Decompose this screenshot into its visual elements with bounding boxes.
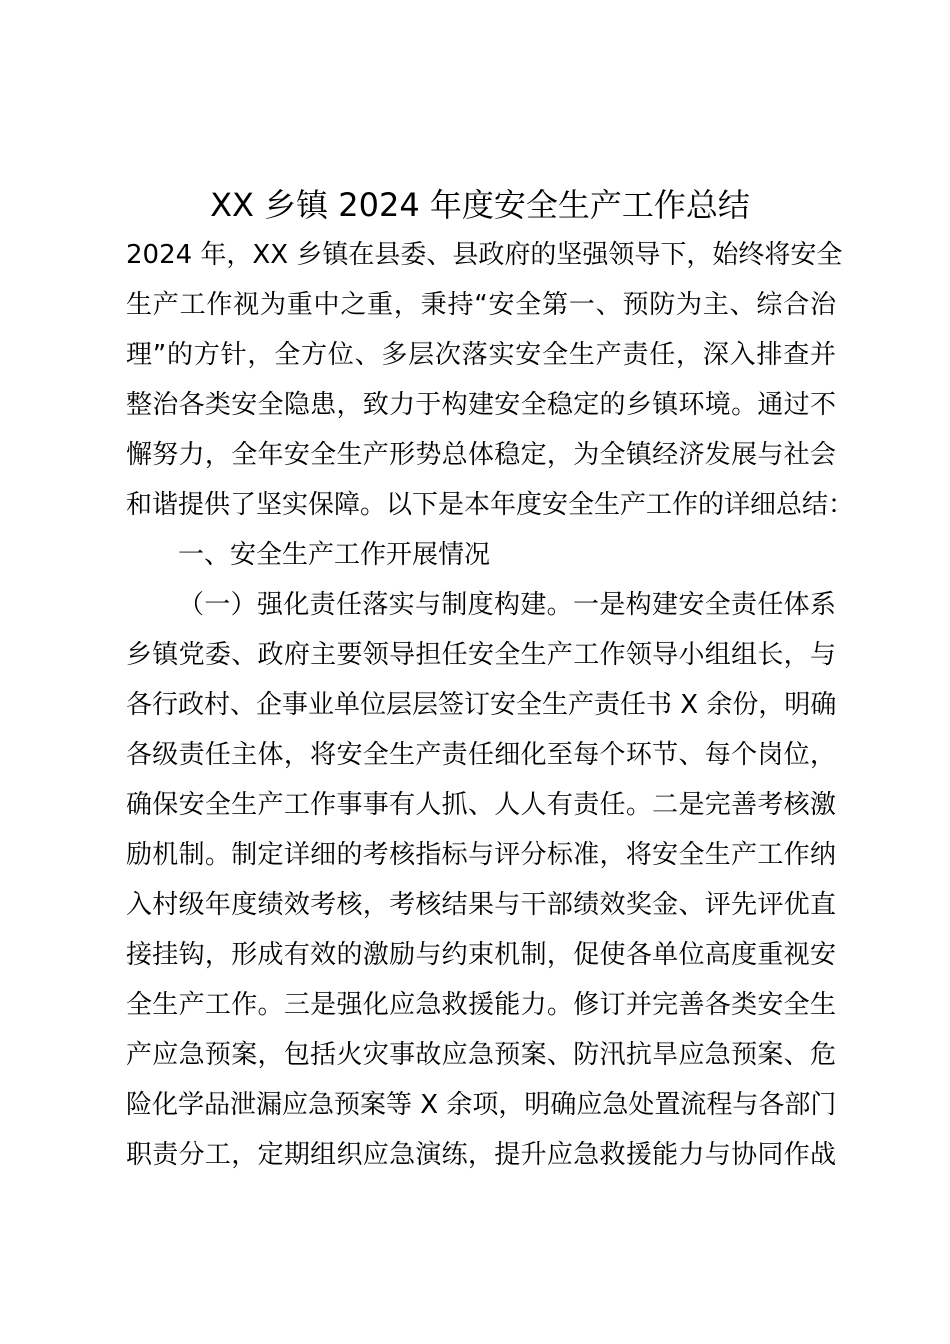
document-title: XX 乡镇 2024 年度安全生产工作总结 [210,186,750,224]
body-line: 职责分工，定期组织应急演练，提升应急救援能力与协同作战 [126,1140,836,1170]
body-line: 乡镇党委、政府主要领导担任安全生产工作领导小组组长，与 [126,640,836,670]
body-line: 接挂钩，形成有效的激励与约束机制，促使各单位高度重视安 [126,940,836,970]
subsection-line: （一）强化责任落实与制度构建。一是构建安全责任体系 [178,590,836,620]
body-line: 险化学品泄漏应急预案等 X 余项，明确应急处置流程与各部门 [126,1090,837,1120]
body-line: 2024 年，XX 乡镇在县委、县政府的坚强领导下，始终将安全 [126,240,843,270]
body-line: 全生产工作。三是强化应急救援能力。修订并完善各类安全生 [126,990,836,1020]
body-line: 各行政村、企事业单位层层签订安全生产责任书 X 余份，明确 [126,690,837,720]
body-line: 确保安全生产工作事事有人抓、人人有责任。二是完善考核激 [126,790,836,820]
body-line: 励机制。制定详细的考核指标与评分标准，将安全生产工作纳 [126,840,836,870]
body-line: 生产工作视为重中之重，秉持“安全第一、预防为主、综合治 [126,290,836,320]
body-line: 整治各类安全隐患，致力于构建安全稳定的乡镇环境。通过不 [126,390,836,420]
body-line: 和谐提供了坚实保障。以下是本年度安全生产工作的详细总结： [126,490,855,520]
body-line: 产应急预案，包括火灾事故应急预案、防汛抗旱应急预案、危 [126,1040,836,1070]
body-line: 懈努力，全年安全生产形势总体稳定，为全镇经济发展与社会 [126,440,836,470]
body-line: 入村级年度绩效考核，考核结果与干部绩效奖金、评先评优直 [126,890,836,920]
body-line: 理”的方针，全方位、多层次落实安全生产责任，深入排查并 [126,340,836,370]
body-line: 各级责任主体，将安全生产责任细化至每个环节、每个岗位， [126,740,836,770]
section-heading: 一、安全生产工作开展情况 [178,540,491,570]
